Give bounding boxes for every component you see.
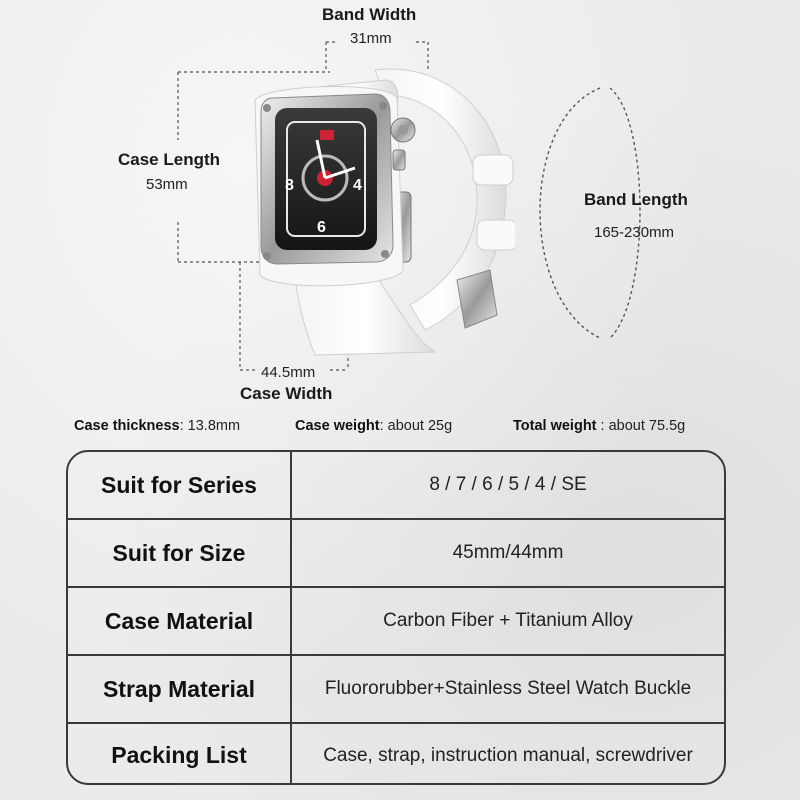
spec-total-weight: Total weight : about 75.5g [513,418,686,434]
svg-text:6: 6 [317,219,326,236]
case-width-value: 44.5mm [261,364,316,381]
table-row [68,722,724,785]
specs-row [0,418,800,440]
row-value: Case, strap, instruction manual, screwdriver [323,744,693,766]
row-label: Suit for Series [68,452,292,518]
table-row [68,586,724,654]
case-length-value: 53mm [146,176,188,193]
row-value: 45mm/44mm [452,542,564,563]
spec-case-thickness: Case thickness: 13.8mm [74,418,241,434]
case-width-label: Case Width [240,384,333,403]
spec-table [66,450,726,785]
band-width-value: 31mm [350,30,392,47]
table-row [68,654,724,722]
table-row [68,518,724,586]
row-label: Case Material [68,588,292,654]
case-length-label: Case Length [118,150,221,169]
row-value: 8 / 7 / 6 / 5 / 4 / SE [429,474,587,495]
band-length-value: 165-230mm [594,224,675,241]
band-width-label: Band Width [322,5,417,24]
row-value: Fluororubber+Stainless Steel Watch Buckle [324,678,692,699]
row-label: Suit for Size [68,520,292,586]
row-label: Strap Material [68,656,292,722]
spec-case-weight: Case weight: about 25g [295,418,453,434]
table-row [68,452,724,518]
watch-icon [225,60,515,360]
svg-text:4: 4 [353,177,362,194]
band-length-label: Band Length [584,190,688,209]
svg-text:8: 8 [285,177,294,194]
row-label: Packing List [68,724,292,785]
row-value: Carbon Fiber + Titanium Alloy [383,610,633,631]
